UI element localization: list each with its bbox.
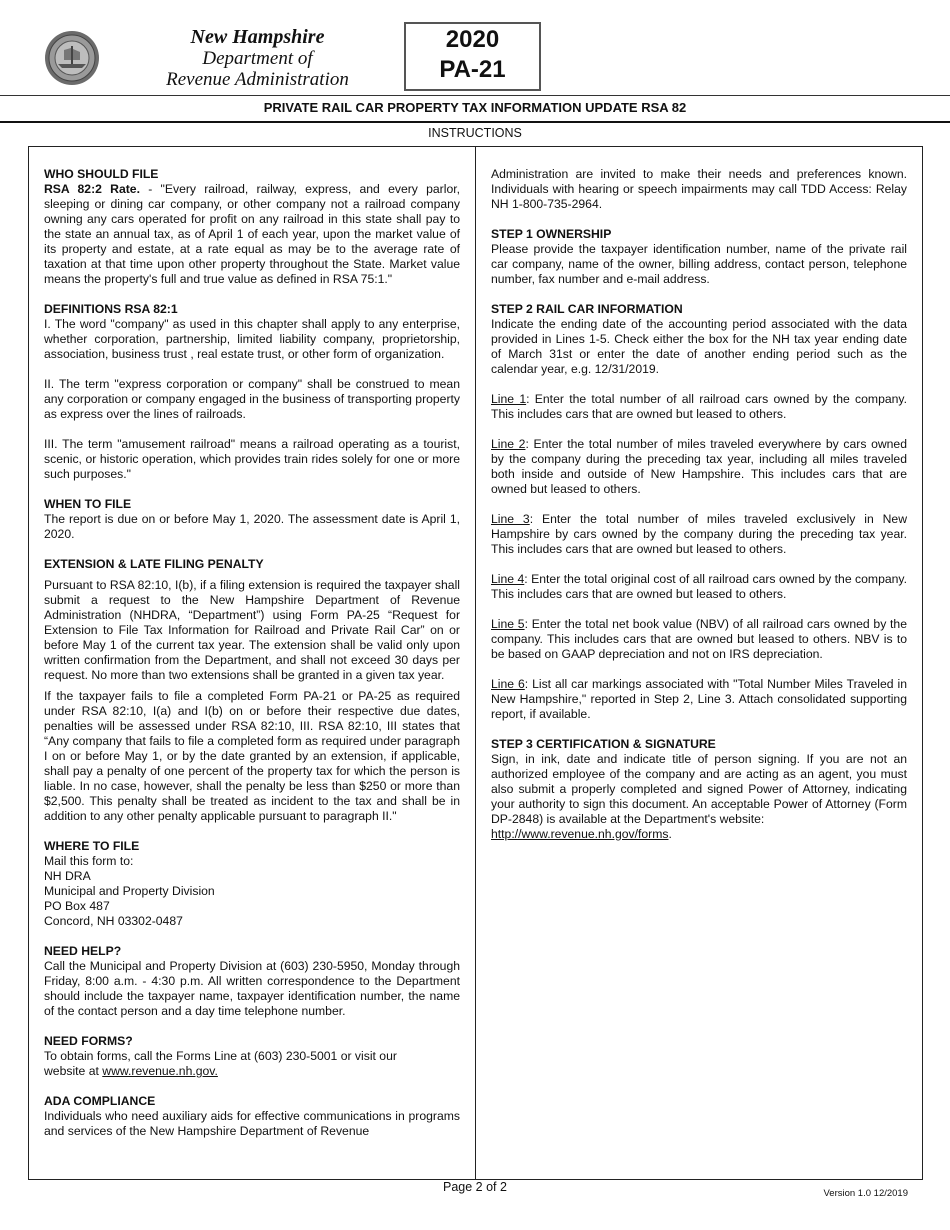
section-body: Sign, in ink, date and indicate title of person signing. If you are not an authorized employee of the company and are acting as an agent, you must also submit a properly completed and signed Power of Attorney, indicating your authority to sign this document. An acceptable Power of Attorney (Form DP-2848) is available at the Department's website: xyxy=(491,752,907,826)
address-line: Municipal and Property Division xyxy=(44,884,215,898)
forms-url-link[interactable]: http://www.revenue.nh.gov/forms xyxy=(491,827,669,841)
address-line: Mail this form to: xyxy=(44,854,134,868)
line-text: : Enter the total number of all railroad cars owned by the company. This includes cars that are owned but leased to others. xyxy=(491,392,907,421)
line-instruction-text xyxy=(491,392,907,422)
forms-line1: To obtain forms, call the Forms Line at (603) 230-5001 or visit our xyxy=(44,1049,397,1063)
section-body xyxy=(44,182,460,287)
definition-amusement: III. The term "amusement railroad" means a railroad operating as a tourist, scenic, or historic operation, which provides train rides solely for one or more such purposes." xyxy=(44,437,460,481)
section-ada-compliance xyxy=(44,1094,460,1139)
form-number: PA-21 xyxy=(439,56,506,83)
agency-line1: New Hampshire xyxy=(190,26,325,48)
section-extension-penalty xyxy=(44,557,460,824)
column-divider xyxy=(475,147,476,1179)
page-title: PRIVATE RAIL CAR PROPERTY TAX INFORMATION UPDATE RSA 82 xyxy=(263,100,687,115)
section-heading: STEP 3 CERTIFICATION & SIGNATURE xyxy=(491,737,716,751)
section-heading: WHERE TO FILE xyxy=(44,839,140,853)
line-instruction xyxy=(491,392,907,422)
section-when-to-file xyxy=(44,497,460,542)
section-step3 xyxy=(491,737,907,842)
agency-name xyxy=(140,27,375,90)
line-instruction-text xyxy=(491,677,907,722)
line-text: : Enter the total number of miles traveled everywhere by cars owned by the company during the preceding tax year, including all miles traveled both inside and outside of New Hampshire. This includes cars that are owned but leased to others. xyxy=(491,437,907,496)
version-label: Version 1.0 12/2019 xyxy=(823,1188,908,1199)
revenue-website-link[interactable]: www.revenue.nh.gov. xyxy=(102,1064,218,1078)
section-where-to-file xyxy=(44,839,460,929)
section-definitions xyxy=(44,302,460,362)
rsa-rate-text: - "Every railroad, railway, express, and every parlor, sleeping or dining car company, or other company not a railroad company owning any cars operated for profit on any railroad in this state shall pay to the state an annual tax, as of April 1 of each year, upon the market value of its property and estate, at a rate equal as may be to the average rate of taxation at that time upon other property throughout the State. Market value means the property's full and true value as defined in RSA 75:1." xyxy=(44,182,460,286)
title-rule xyxy=(0,121,950,123)
section-heading: EXTENSION & LATE FILING PENALTY xyxy=(44,557,264,571)
rsa-rate-lead: RSA 82:2 Rate. xyxy=(44,182,140,196)
section-heading: STEP 1 OWNERSHIP xyxy=(491,227,612,241)
section-body: Call the Municipal and Property Division at (603) 230-5950, Monday through Friday, 8:00 a.m. - 4:30 p.m. All written correspondence to the Department should include the taxpayer name, taxpayer identification number, the name of the contact person and a day time telephone number. xyxy=(44,959,460,1018)
line-instruction xyxy=(491,512,907,557)
penalty-paragraph: If the taxpayer fails to file a completed Form PA-21 or PA-25 as required under RSA 82:10, I(a) and I(b) on or before their respective due dates, penalties will be assessed under RSA 82:10, III. RSA 82:10, III states that “Any company that fails to file a completed form as required under paragraph I on or before May 1, or by the date granted by an extension, if applicable, shall pay a penalty of one percent of the property tax for which the person is liable. In no case, however, shall the penalty be less than $250 or more than $2,500. This penalty shall be treated as incident to the tax and shall be in addition to any other penalty applicable pursuant to paragraph II." xyxy=(44,689,460,823)
forms-line2-prefix: website at xyxy=(44,1064,103,1078)
forms-url-line xyxy=(491,827,907,842)
line-text: : Enter the total number of miles traveled exclusively in New Hampshire by cars owned by the company during the preceding tax year. This includes cars that are owned but leased to others. xyxy=(491,512,907,556)
line-label: Line 2 xyxy=(491,437,526,451)
instructions-label: INSTRUCTIONS xyxy=(428,126,522,140)
section-heading: STEP 2 RAIL CAR INFORMATION xyxy=(491,302,683,316)
line-instruction-text xyxy=(491,437,907,497)
agency-line2: Department of xyxy=(202,48,313,69)
line-text: : List all car markings associated with "Total Number Miles Traveled in New Hampshire," reported in Step 2, Line 3. Attach consolidated supporting report, if available. xyxy=(491,677,907,721)
definition-express: II. The term "express corporation or company" shall be construed to mean any corporation or company engaged in the business of transporting property as express over the lines of railroads. xyxy=(44,377,460,421)
section-heading: WHEN TO FILE xyxy=(44,497,132,511)
ada-continuation xyxy=(491,167,907,212)
line-instruction xyxy=(491,677,907,722)
section-body: Individuals who need auxiliary aids for effective communications in programs and services of the New Hampshire Department of Revenue xyxy=(44,1109,460,1138)
section-body: Please provide the taxpayer identification number, name of the private rail car company, name of the owner, billing address, contact person, telephone number, fax number and e-mail address. xyxy=(491,242,907,286)
state-seal-logo xyxy=(44,30,100,86)
form-year: 2020 xyxy=(445,26,500,53)
section-need-forms xyxy=(44,1034,460,1079)
definition-amusement-block xyxy=(44,437,460,482)
header-rule xyxy=(0,95,950,96)
section-heading: NEED FORMS? xyxy=(44,1034,133,1048)
line-instruction xyxy=(491,437,907,497)
section-body: Administration are invited to make their needs and preferences known. Individuals with hearing or speech impairments may call TDD Access: Relay NH 1-800-735-2964. xyxy=(491,167,907,211)
line-text: : Enter the total net book value (NBV) of all railroad cars owned by the company. This includes cars that are owned but leased to others. NBV is to be based on GAAP depreciation and not on IRS depreciation. xyxy=(491,617,907,661)
section-body: Indicate the ending date of the accounting period associated with the data provided in Lines 1-5. Check either the box for the NH tax year ending date of March 31st or enter the date of another ending period such as the calendar year, e.g. 12/31/2019. xyxy=(491,317,907,376)
agency-line3: Revenue Administration xyxy=(166,69,349,90)
section-heading: NEED HELP? xyxy=(44,944,122,958)
page-number: Page 2 of 2 xyxy=(443,1180,507,1194)
instructions-frame xyxy=(28,146,923,1180)
line-text: : Enter the total original cost of all railroad cars owned by the company. This includes cars that are owned but leased to others. xyxy=(491,572,907,601)
section-heading: WHO SHOULD FILE xyxy=(44,167,159,181)
line-label: Line 5 xyxy=(491,617,525,631)
line-label: Line 1 xyxy=(491,392,527,406)
section-need-help xyxy=(44,944,460,1019)
line-instruction-text xyxy=(491,572,907,602)
line-instruction xyxy=(491,572,907,602)
address-line: NH DRA xyxy=(44,869,91,883)
section-body: The report is due on or before May 1, 2020. The assessment date is April 1, 2020. xyxy=(44,512,460,541)
left-column xyxy=(44,167,460,1139)
address-line: PO Box 487 xyxy=(44,899,110,913)
line-instruction xyxy=(491,617,907,662)
section-who-should-file xyxy=(44,167,460,287)
address-line: Concord, NH 03302-0487 xyxy=(44,914,183,928)
definition-company: I. The word "company" as used in this chapter shall apply to any enterprise, whether corporation, partnership, limited liability company, proprietorship, association, business trust , real estate trust, or other form of organization. xyxy=(44,317,460,361)
definition-express-block xyxy=(44,377,460,422)
section-heading: ADA COMPLIANCE xyxy=(44,1094,156,1108)
extension-paragraph: Pursuant to RSA 82:10, I(b), if a filing extension is required the taxpayer shall submit a request to the New Hampshire Department of Revenue Administration (NHDRA, “Department”) using Form PA-25 “Request for Extension to File Tax Information for Railroad and Private Rail Car” on or before May 1 of the current tax year. The extension shall be valid only upon written confirmation from the Department, and shall not exceed 30 days per request. No more than two extensions shall be granted in a given tax year. xyxy=(44,578,460,682)
line-instruction-text xyxy=(491,617,907,662)
line-label: Line 6 xyxy=(491,677,525,691)
section-step2 xyxy=(491,302,907,377)
line-label: Line 3 xyxy=(491,512,530,526)
section-step1 xyxy=(491,227,907,287)
right-column xyxy=(491,167,907,842)
forms-line2 xyxy=(44,1064,460,1079)
line-instruction-text xyxy=(491,512,907,557)
section-heading: DEFINITIONS RSA 82:1 xyxy=(44,302,178,316)
form-id-box xyxy=(404,22,541,91)
forms-url-period: . xyxy=(668,827,672,841)
line-label: Line 4 xyxy=(491,572,525,586)
